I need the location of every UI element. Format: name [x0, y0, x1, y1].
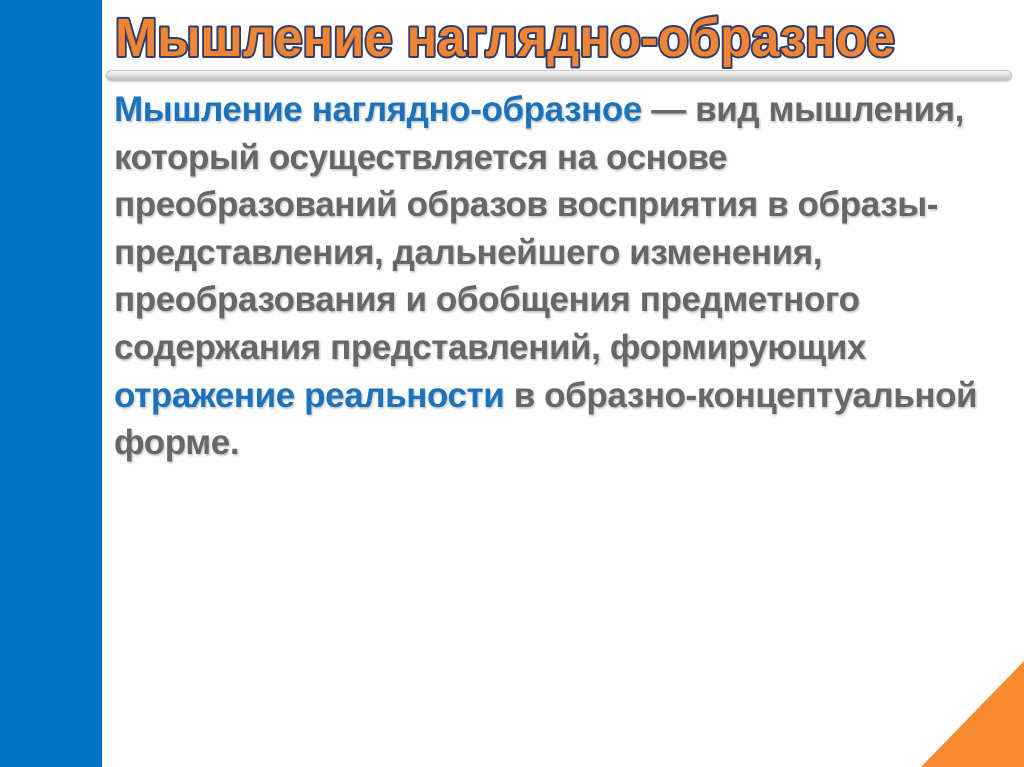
text-line: преобразований образов восприятия в образы- — [114, 185, 938, 225]
corner-triangle-decoration — [921, 661, 1024, 767]
definition-paragraph — [114, 86, 1004, 467]
text-line — [114, 372, 1004, 420]
text-line: форме. — [114, 423, 240, 463]
text-line: преобразования и обобщения предметного — [114, 280, 860, 320]
left-accent-bar — [0, 0, 102, 767]
text-line: содержания представлений, формирующих — [114, 327, 867, 367]
slide-title-text: Мышление наглядно-образное — [115, 8, 895, 68]
text-line: который осуществляется на основе — [114, 137, 728, 177]
text-line — [114, 86, 1004, 134]
title-divider — [106, 70, 1012, 81]
text-segment: в образно-концептуальной — [504, 375, 978, 415]
slide-title — [113, 4, 1019, 76]
term-highlight: Мышление наглядно-образное — [114, 90, 642, 129]
term-highlight: отражение реальности — [114, 375, 505, 415]
text-segment: — вид мышления, — [641, 90, 964, 129]
text-line: представления, дальнейшего изменения, — [114, 232, 823, 272]
